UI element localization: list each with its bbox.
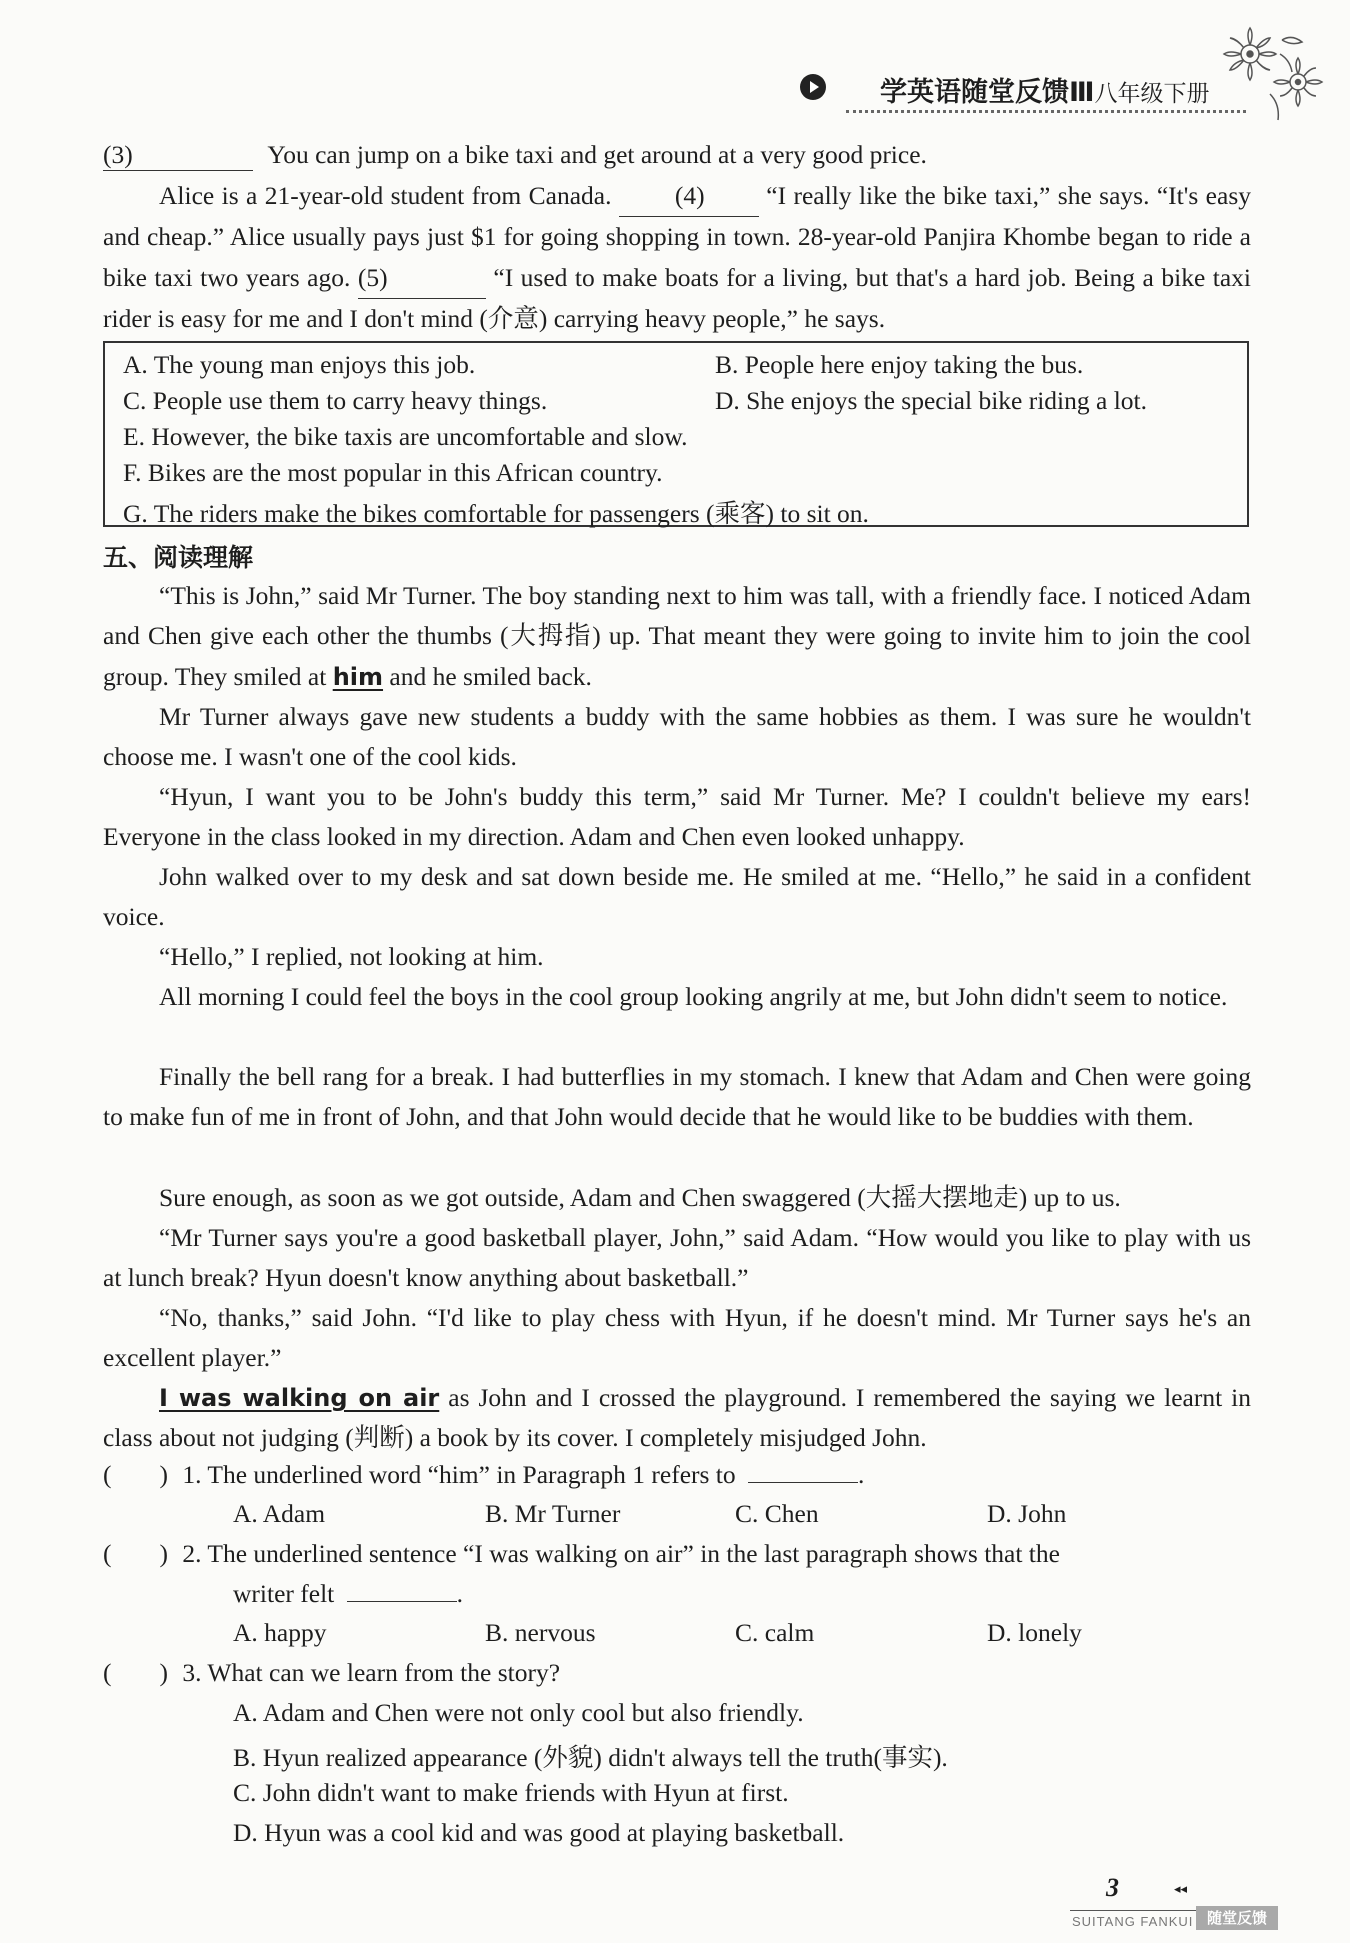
passage-paragraph-3: “Hyun, I want you to be John's buddy this term,” said Mr Turner. Me? I couldn't believe my ears! Everyone in the class looked in my direction. Adam and Chen even looked unhappy.: [103, 782, 1251, 852]
footer-pinyin: SUITANG FANKUI: [1072, 1914, 1194, 1929]
option-f: F. Bikes are the most popular in this African country.: [123, 458, 663, 487]
page-header: [790, 62, 1260, 122]
flower-decoration-icon: [1220, 24, 1330, 124]
question-stem: 3. What can we learn from the story?: [182, 1658, 561, 1687]
choice-b[interactable]: B. Mr Turner: [485, 1499, 621, 1528]
gap-5-label: (5): [357, 262, 388, 292]
paragraph-text: and he smiled back.: [389, 661, 592, 691]
option-e: E. However, the bike taxis are uncomfortable and slow.: [123, 422, 688, 451]
question-stem: 2. The underlined sentence “I was walking on air” in the last paragraph shows that the: [182, 1539, 1060, 1568]
choice-d[interactable]: D. John: [987, 1499, 1067, 1528]
option-d: D. She enjoys the special bike riding a lot.: [715, 386, 1147, 415]
header-dotted-rule: [846, 110, 1246, 113]
gap-3-line: [103, 140, 927, 171]
header-title: 学英语随堂反馈Ⅲ八年级下册: [880, 77, 1210, 108]
choice-a[interactable]: A. Adam: [233, 1499, 326, 1528]
option-g: G. The riders make the bikes comfortable for passengers (乘客) to sit on.: [123, 499, 869, 528]
paragraph-text: as John and I crossed the playground. I remembered the saying we learnt in class about not judging (判断) a book by its cover. I completely misjudged John.: [103, 1383, 1252, 1453]
paragraph-text: “I really like the bike taxi,” she says. “It's easy and cheap.” Alice usually pays just $1 for going shopping in town. 28-year-old Panjira Khombe began to ride a bike taxi two years ago.: [103, 181, 1251, 292]
underlined-him: him: [332, 662, 384, 691]
passage-paragraph-11: [103, 1378, 1251, 1459]
gap-3-sentence: You can jump on a bike taxi and get around at a very good price.: [267, 140, 927, 169]
passage-paragraph-4: John walked over to my desk and sat down beside me. He smiled at me. “Hello,” he said in a confident voice.: [103, 862, 1251, 932]
question-3: [103, 1658, 560, 1688]
option-a: A. The young man enjoys this job.: [123, 350, 476, 379]
arrows-icon: ◂◂: [1174, 1882, 1188, 1897]
choice-a[interactable]: A. Adam and Chen were not only cool but also friendly.: [233, 1698, 804, 1727]
option-c: C. People use them to carry heavy things.: [123, 386, 548, 415]
gap-4-blank[interactable]: [619, 176, 759, 217]
passage-paragraph-8: Sure enough, as soon as we got outside, Adam and Chen swaggered (大摇大摆地走) up to us.: [159, 1183, 1121, 1212]
answer-blank[interactable]: [347, 1601, 457, 1602]
passage-paragraph-7: Finally the bell rang for a break. I had butterflies in my stomach. I knew that Adam and Chen were going to make fun of me in front of John, and that John would decide that he would like to be buddies with them.: [103, 1062, 1251, 1132]
choice-a[interactable]: A. happy: [233, 1618, 327, 1647]
passage-paragraph-2: Mr Turner always gave new students a buddy with the same hobbies as them. I was sure he wouldn't choose me. I wasn't one of the cool kids.: [103, 702, 1251, 772]
footer-rule: [1070, 1910, 1200, 1911]
paragraph-text: “I used to make boats for a living, but that's a hard job. Being a bike taxi rider is easy for me and I don't mind (介意) carrying heavy people,” he says.: [103, 262, 1251, 333]
bike-taxi-paragraph: [103, 176, 1251, 339]
choice-d[interactable]: D. lonely: [987, 1618, 1082, 1647]
answer-bracket[interactable]: ( ): [103, 1539, 168, 1568]
gap-4-label: (4): [674, 181, 705, 210]
gap-5-blank[interactable]: [358, 258, 486, 299]
paragraph-text: Alice is a 21-year-old student from Canada.: [159, 181, 612, 210]
question-2: [103, 1539, 1060, 1569]
choice-b[interactable]: B. nervous: [485, 1618, 596, 1647]
question-1: ( ) 1. The underlined word “him” in Paragraph 1 refers to .: [103, 1460, 865, 1489]
question-2-cont: writer felt .: [233, 1579, 463, 1608]
answer-bracket[interactable]: ( ): [103, 1658, 168, 1687]
underlined-sentence: I was walking on air: [159, 1384, 440, 1412]
choice-c[interactable]: C. Chen: [735, 1499, 819, 1528]
gap-3-blank[interactable]: [103, 140, 253, 171]
passage-paragraph-5: “Hello,” I replied, not looking at him.: [159, 942, 544, 971]
answer-bracket[interactable]: ( ): [103, 1460, 168, 1489]
passage-paragraph-10: “No, thanks,” said John. “I'd like to play chess with Hyun, if he doesn't mind. Mr Turner says he's an excellent player.”: [103, 1303, 1251, 1373]
footer-badge: 随堂反馈: [1196, 1906, 1278, 1930]
passage-paragraph-6: All morning I could feel the boys in the cool group looking angrily at me, but John didn't seem to notice.: [159, 982, 1228, 1011]
choice-c[interactable]: C. John didn't want to make friends with Hyun at first.: [233, 1778, 789, 1807]
gap-3-label: (3): [103, 140, 133, 169]
option-b: B. People here enjoy taking the bus.: [715, 350, 1084, 379]
header-subtitle: 八年级下册: [1094, 81, 1210, 107]
choice-b[interactable]: B. Hyun realized appearance (外貌) didn't always tell the truth(事实).: [233, 1743, 948, 1772]
section-title: 五、阅读理解: [103, 543, 254, 572]
page-number: 3: [1106, 1873, 1119, 1902]
passage-paragraph-1: [103, 576, 1251, 697]
play-icon: [800, 74, 826, 100]
paragraph-text: “This is John,” said Mr Turner. The boy standing next to him was tall, with a friendly face. I noticed Adam and Chen give each other the thumbs (大拇指) up. That meant they were going to invite him to join the cool group. They smiled at: [103, 581, 1251, 691]
passage-paragraph-9: “Mr Turner says you're a good basketball player, John,” said Adam. “How would you like to play with us at lunch break? Hyun doesn't know anything about basketball.”: [103, 1223, 1251, 1293]
answer-blank[interactable]: [748, 1482, 858, 1483]
options-box: [103, 341, 1249, 527]
question-stem: 1. The underlined word “him” in Paragraph 1 refers to: [182, 1460, 736, 1489]
choice-c[interactable]: C. calm: [735, 1618, 815, 1647]
choice-d[interactable]: D. Hyun was a cool kid and was good at playing basketball.: [233, 1818, 845, 1847]
